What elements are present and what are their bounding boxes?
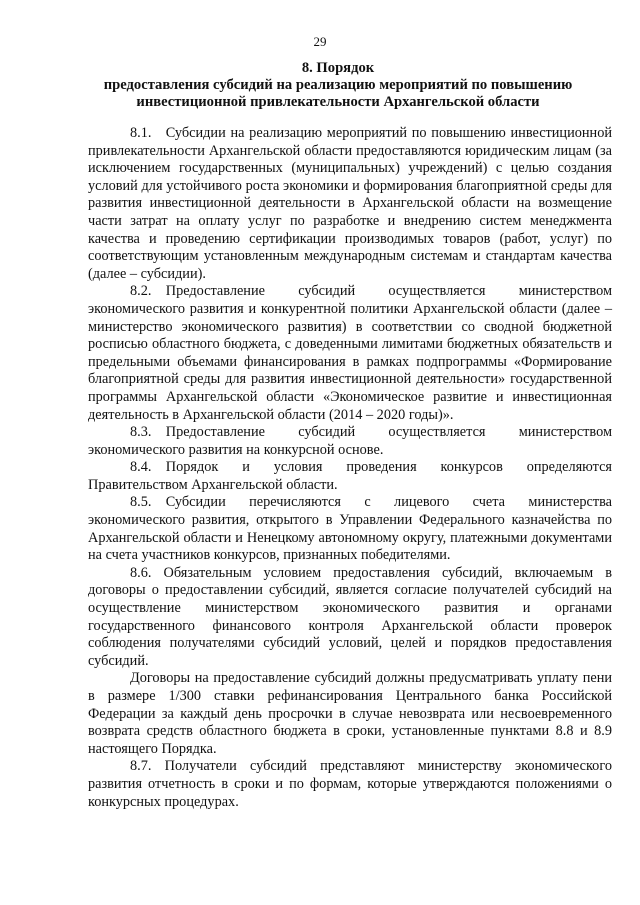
paragraph-8-7: 8.7. Получатели субсидий представляют министерству экономического развития отчетность в сроки и по формам, которые утверждаются положениями о конкурсных процедурах. bbox=[88, 758, 612, 810]
paragraph-8-5: 8.5. Субсидии перечисляются с лицевого счета министерства экономического развития, открытого в Управлении Федерального казначейства по Архангельской области и Ненецкому автономному округу, платежными документами на счета участников конкурсов, признанных победителями. bbox=[88, 494, 612, 564]
heading-subtitle-line-1: предоставления субсидий на реализацию мероприятий по повышению bbox=[103, 77, 573, 93]
paragraph-8-4: 8.4. Порядок и условия проведения конкурсов определяются Правительством Архангельской области. bbox=[88, 459, 612, 493]
heading-subtitle-line-2: инвестиционной привлекательности Архангельской области bbox=[136, 94, 540, 110]
paragraph-8-6: 8.6. Обязательным условием предоставления субсидий, включаемым в договоры о предоставлении субсидий, является согласие получателей субсидий на осуществление министерством экономического развития и органами государственного финансового контроля Архангельской области проверок соблюдения получателями субсидий условий, целей и порядков предоставления субсидий. bbox=[88, 564, 612, 669]
section-heading bbox=[72, 60, 604, 111]
paragraph-contracts-penalty: Договоры на предоставление субсидий должны предусматривать уплату пени в размере 1/300 ставки рефинансирования Центрального банка Российской Федерации за каждый день просрочки в случае невозврата или несвоевременного возврата средств областного бюджета в сроки, установленные пунктами 8.8 и 8.9 настоящего Порядка. bbox=[88, 670, 612, 757]
paragraph-8-3: 8.3. Предоставление субсидий осуществляется министерством экономического развития на конкурсной основе. bbox=[88, 424, 612, 458]
paragraph-8-1: 8.1. Субсидии на реализацию мероприятий по повышению инвестиционной привлекательности Архангельской области предоставляются юридическим лицам (за исключением государственных (муниципальных) учреждений) с целью создания условий для устойчивого роста экономики и формирования благоприятной среды для развития инвестиционной деятельности в Архангельской области на возмещение части затрат на оплату услуг по разработке и внедрению систем менеджмента качества и проведению сертификации производимых товаров (работ, услуг) по соответствующим установленным международным системам и стандартам качества (далее – субсидии). bbox=[88, 125, 612, 282]
page-number: 29 bbox=[313, 34, 327, 49]
heading-title: 8. Порядок bbox=[301, 60, 375, 76]
body-text bbox=[88, 125, 612, 811]
paragraph-8-2: 8.2. Предоставление субсидий осуществляется министерством экономического развития и конкурентной политики Архангельской области (далее – министерство экономического развития) в соответствии со сводной бюджетной росписью областного бюджета, с доведенными лимитами бюджетных обязательств и предельными объемами финансирования в рамках подпрограммы «Формирование благоприятной среды для развития инвестиционной деятельности» государственной программы Архангельской области «Экономическое развитие и инвестиционная деятельность в Архангельской области (2014 – 2020 годы)». bbox=[88, 283, 612, 423]
